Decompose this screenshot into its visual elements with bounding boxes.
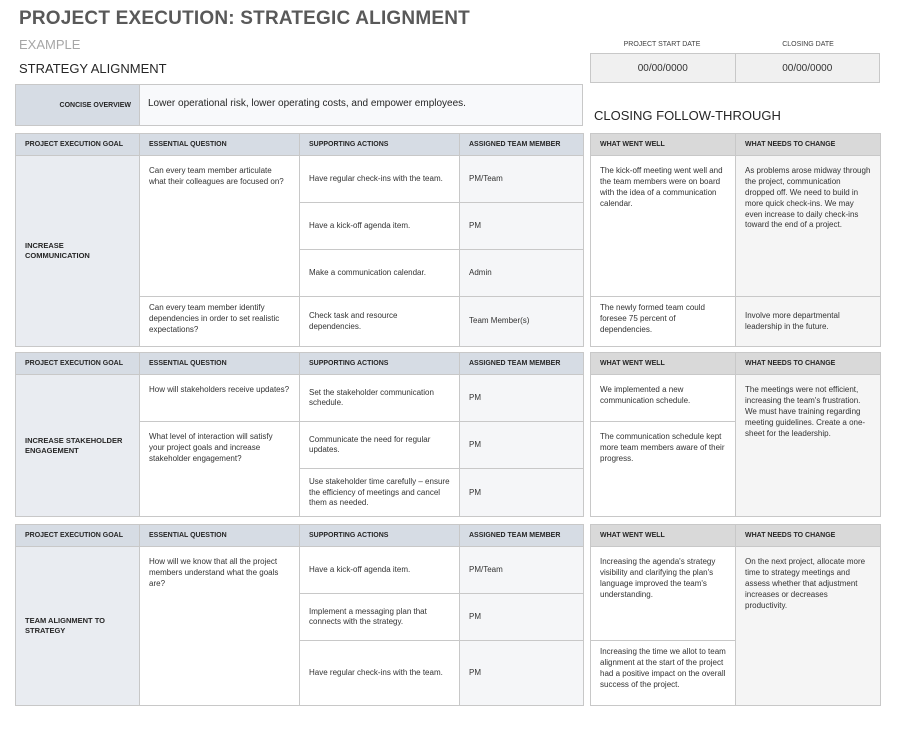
col-needs-change: WHAT NEEDS TO CHANGE: [736, 525, 881, 547]
needs-change-cell[interactable]: The meetings were not efficient, increasing the team's frustration. We must have training regarding meeting guidelines. Create a one-sheet for the leadership.: [736, 375, 881, 517]
col-member: ASSIGNED TEAM MEMBER: [460, 134, 584, 156]
closing-title: CLOSING FOLLOW-THROUGH: [594, 108, 781, 123]
action-cell[interactable]: Use stakeholder time carefully – ensure the efficiency of meetings and cancel them as needed.: [300, 469, 460, 517]
went-well-cell[interactable]: The newly formed team could foresee 75 percent of dependencies.: [591, 297, 736, 346]
action-cell[interactable]: Communicate the need for regular updates.: [300, 422, 460, 469]
col-member: ASSIGNED TEAM MEMBER: [460, 353, 584, 375]
col-question: ESSENTIAL QUESTION: [140, 134, 300, 156]
page-title: PROJECT EXECUTION: STRATEGIC ALIGNMENT: [19, 8, 470, 29]
action-cell[interactable]: Implement a messaging plan that connects with the strategy.: [300, 594, 460, 641]
question-cell[interactable]: How will we know that all the project members understand what the goals are?: [140, 547, 300, 706]
member-cell[interactable]: PM/Team: [460, 547, 584, 594]
member-cell[interactable]: PM: [460, 469, 584, 517]
needs-change-cell[interactable]: As problems arose midway through the project, communication dropped off. We need to build in more quick check-ins. We may even increase to daily check-ins toward the end of a project.: [736, 156, 881, 297]
strategy-table-1: [15, 133, 584, 347]
needs-change-cell[interactable]: Involve more departmental leadership in the future.: [736, 297, 881, 346]
member-cell[interactable]: PM: [460, 594, 584, 641]
action-cell[interactable]: Have regular check-ins with the team.: [300, 641, 460, 706]
col-went-well: WHAT WENT WELL: [591, 525, 736, 547]
member-cell[interactable]: PM: [460, 422, 584, 469]
action-cell[interactable]: Have a kick-off agenda item.: [300, 203, 460, 250]
section-title: STRATEGY ALIGNMENT: [19, 61, 167, 76]
col-goal: PROJECT EXECUTION GOAL: [16, 353, 140, 375]
col-question: ESSENTIAL QUESTION: [140, 525, 300, 547]
col-actions: SUPPORTING ACTIONS: [300, 525, 460, 547]
col-needs-change: WHAT NEEDS TO CHANGE: [736, 134, 881, 156]
member-cell[interactable]: Admin: [460, 250, 584, 297]
member-cell[interactable]: Team Member(s): [460, 297, 584, 346]
question-cell[interactable]: Can every team member identify dependencies in order to set realistic expectations?: [140, 297, 300, 346]
start-date-label: PROJECT START DATE: [623, 41, 701, 48]
went-well-cell[interactable]: Increasing the agenda's strategy visibility and clarifying the plan's language improved the team's understanding.: [591, 547, 736, 641]
went-well-cell[interactable]: The communication schedule kept more team members aware of their progress.: [591, 422, 736, 517]
member-cell[interactable]: PM: [460, 203, 584, 250]
went-well-cell[interactable]: We implemented a new communication schedule.: [591, 375, 736, 422]
closing-date-label: CLOSING DATE: [782, 41, 834, 48]
col-actions: SUPPORTING ACTIONS: [300, 134, 460, 156]
strategy-table-3: [15, 524, 584, 706]
follow-through-table-3: [590, 524, 881, 706]
col-question: ESSENTIAL QUESTION: [140, 353, 300, 375]
member-cell[interactable]: PM: [460, 641, 584, 706]
question-cell[interactable]: How will stakeholders receive updates?: [140, 375, 300, 422]
needs-change-cell[interactable]: On the next project, allocate more time to strategy meetings and assess whether that adjustment increases or decreases productivity.: [736, 547, 881, 706]
date-fields: [590, 53, 880, 83]
went-well-cell[interactable]: The kick-off meeting went well and the team members were on board with the idea of a communication calendar.: [591, 156, 736, 297]
goal-cell[interactable]: INCREASE STAKEHOLDER ENGAGEMENT: [16, 375, 140, 517]
action-cell[interactable]: Check task and resource dependencies.: [300, 297, 460, 346]
closing-date-field[interactable]: 00/00/0000: [782, 62, 833, 74]
page-subtitle: EXAMPLE: [19, 37, 81, 52]
col-went-well: WHAT WENT WELL: [591, 134, 736, 156]
question-cell[interactable]: Can every team member articulate what their colleagues are focused on?: [140, 156, 300, 297]
follow-through-table-2: [590, 352, 881, 517]
action-cell[interactable]: Set the stakeholder communication schedule.: [300, 375, 460, 422]
action-cell[interactable]: Make a communication calendar.: [300, 250, 460, 297]
went-well-cell[interactable]: Increasing the time we allot to team alignment at the start of the project had a positive impact on the overall success of the project.: [591, 641, 736, 706]
follow-through-table-1: [590, 133, 881, 347]
strategy-table-2: [15, 352, 584, 517]
concise-overview: [15, 84, 583, 126]
col-needs-change: WHAT NEEDS TO CHANGE: [736, 353, 881, 375]
member-cell[interactable]: PM/Team: [460, 156, 584, 203]
overview-label: CONCISE OVERVIEW: [16, 85, 140, 125]
col-went-well: WHAT WENT WELL: [591, 353, 736, 375]
col-goal: PROJECT EXECUTION GOAL: [16, 134, 140, 156]
goal-cell[interactable]: INCREASE COMMUNICATION: [16, 156, 140, 346]
goal-cell[interactable]: TEAM ALIGNMENT TO STRATEGY: [16, 547, 140, 706]
col-member: ASSIGNED TEAM MEMBER: [460, 525, 584, 547]
overview-value[interactable]: Lower operational risk, lower operating costs, and empower employees.: [140, 85, 582, 125]
member-cell[interactable]: PM: [460, 375, 584, 422]
col-actions: SUPPORTING ACTIONS: [300, 353, 460, 375]
action-cell[interactable]: Have a kick-off agenda item.: [300, 547, 460, 594]
col-goal: PROJECT EXECUTION GOAL: [16, 525, 140, 547]
action-cell[interactable]: Have regular check-ins with the team.: [300, 156, 460, 203]
start-date-field[interactable]: 00/00/0000: [591, 54, 736, 82]
question-cell[interactable]: What level of interaction will satisfy your project goals and increase stakeholder engagement?: [140, 422, 300, 517]
